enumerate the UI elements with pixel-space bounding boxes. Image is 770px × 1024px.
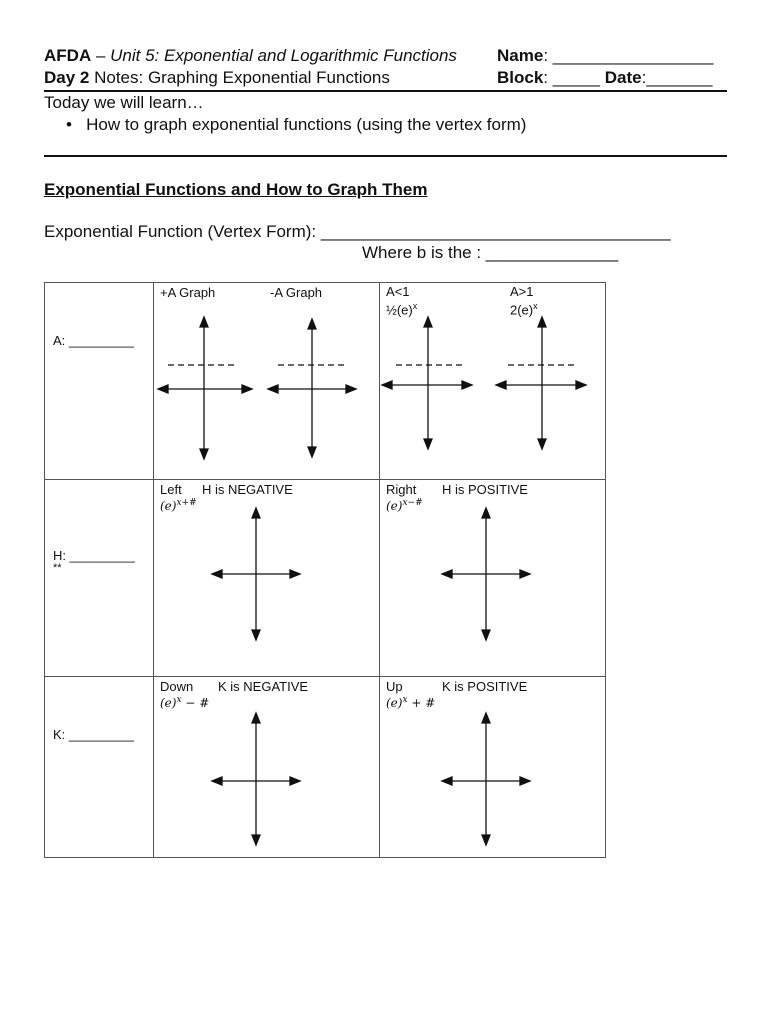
learn-bullet (66, 115, 526, 135)
up-label: Up (386, 679, 403, 694)
cell-h-left (154, 480, 380, 677)
cell-a-sign (154, 283, 380, 480)
up-formula-tail: + # (407, 696, 436, 710)
where-b-prompt[interactable]: Where b is the : ______________ (362, 243, 619, 262)
name-field[interactable] (497, 46, 714, 66)
header-dash: – (91, 46, 111, 65)
a-greater-text: A>1 (510, 284, 534, 299)
vertex-form-prompt[interactable]: Exponential Function (Vertex Form): _____________________________________ (44, 222, 671, 241)
graph-table (44, 282, 606, 858)
h-positive-label: H is POSITIVE (442, 482, 528, 497)
axes-pos-a[interactable] (158, 317, 252, 459)
section-title: Exponential Functions and How to Graph Them (44, 180, 428, 199)
a-greater-expr: 2(e) (510, 302, 534, 318)
cell-k-down (154, 677, 380, 858)
cell-a-size (380, 283, 606, 480)
axes-a-less[interactable] (382, 317, 472, 449)
table-row-a (45, 283, 606, 480)
axes-neg-a[interactable] (268, 319, 356, 457)
day-label: Day 2 (44, 68, 90, 87)
up-formula-base: (e) (386, 696, 403, 710)
bullet-text: How to graph exponential functions (using the vertex form) (86, 115, 527, 134)
learn-heading: Today we will learn… (44, 93, 204, 112)
name-label: Name (497, 46, 544, 65)
down-formula-exp: x (176, 695, 182, 705)
header-rule (44, 90, 727, 92)
right-label: Right (386, 482, 417, 497)
a-less-sup: x (412, 301, 418, 311)
a-label[interactable]: A: _________ (53, 333, 134, 348)
a-less-text: A<1 (386, 284, 410, 299)
label-cell-k (45, 677, 154, 858)
name-blank: : _________________ (543, 46, 714, 65)
date-label: Date (604, 68, 642, 87)
table-row-k (45, 677, 606, 858)
k-negative-label: K is NEGATIVE (218, 679, 309, 694)
a-less-expr: ½(e) (386, 302, 413, 318)
table-row-h (45, 480, 606, 677)
bullet-dot: • (66, 115, 87, 134)
down-formula-base: (e) (160, 696, 177, 710)
axes-a-greater[interactable] (496, 317, 586, 449)
left-label: Left (160, 482, 182, 497)
axes-pair-sign (154, 283, 379, 479)
k-label[interactable]: K: _________ (53, 727, 134, 742)
course-name: AFDA (44, 46, 92, 65)
h-note: ** (53, 562, 62, 574)
up-formula-exp: x (402, 695, 408, 705)
cell-k-up (380, 677, 606, 858)
axes-pair-size (380, 283, 605, 479)
left-formula-exp: x+# (176, 498, 197, 508)
pos-a-label: +A Graph (160, 285, 216, 300)
right-formula-base: (e) (386, 499, 403, 513)
axes-right[interactable] (380, 480, 605, 676)
date-blank: :_______ (641, 68, 713, 87)
down-formula-tail: − # (181, 696, 210, 710)
label-cell-a (45, 283, 154, 480)
header-line-2 (44, 68, 390, 88)
axes-up[interactable] (380, 677, 605, 857)
neg-a-label: -A Graph (270, 285, 323, 300)
left-formula-base: (e) (160, 499, 177, 513)
block-label: Block (497, 68, 544, 87)
h-negative-label: H is NEGATIVE (202, 482, 293, 497)
header-line-1 (44, 46, 457, 66)
k-positive-label: K is POSITIVE (442, 679, 528, 694)
right-formula-exp: x−# (402, 498, 423, 508)
axes-down[interactable] (154, 677, 379, 857)
block-blank: : _____ (543, 68, 605, 87)
axes-left[interactable] (154, 480, 379, 676)
unit-title: Unit 5: Exponential and Logarithmic Functions (110, 46, 457, 65)
h-label[interactable]: H: _________ (53, 548, 135, 563)
cell-h-right (380, 480, 606, 677)
section-rule (44, 155, 727, 157)
block-date-field[interactable] (497, 68, 713, 88)
a-greater-sup: x (533, 301, 538, 311)
notes-title: Notes: Graphing Exponential Functions (89, 68, 390, 87)
label-cell-h (45, 480, 154, 677)
down-label: Down (160, 679, 194, 694)
